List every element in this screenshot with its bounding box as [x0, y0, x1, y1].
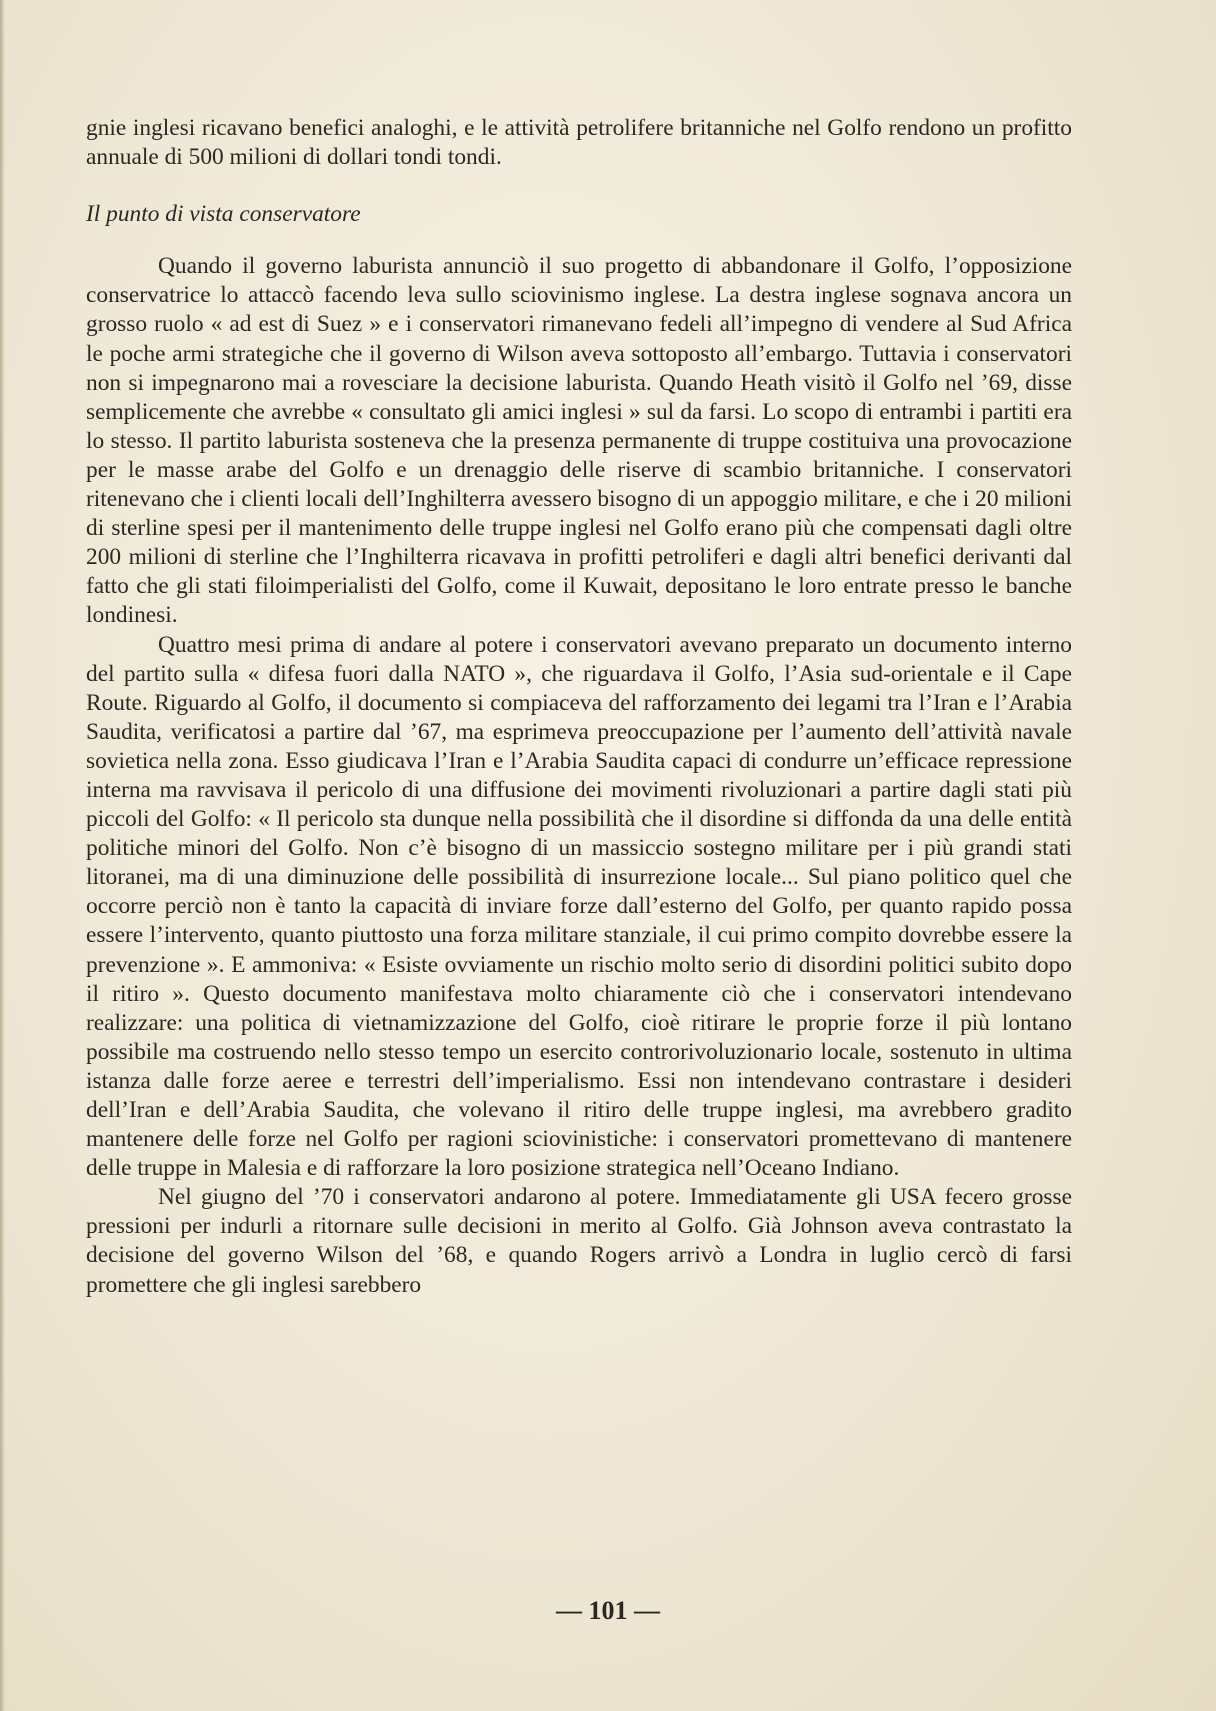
page-number: — 101 —	[556, 1596, 660, 1625]
paragraph: Quattro mesi prima di andare al potere i conservatori avevano preparato un documento interno del partito sulla « difesa fuori dalla NATO », che riguardava il Golfo, l’Asia sud-orientale e il Cape Route. Riguardo al Golfo, il documento si compiaceva del rafforzamento dei legami tra l’Iran e l’Arabia Saudita, verificatosi a partire dal ’67, ma esprimeva preoccupazione per l’aumento dell’attività navale sovietica nella zona. Esso giudicava l’Iran e l’Arabia Saudita capaci di condurre un’efficace repressione interna ma ravvisava il pericolo di una diffusione dei movimenti rivoluzionari a partire dagli stati più piccoli del Golfo: « Il pericolo sta dunque nella possibilità che il disordine si diffonda da una delle entità politiche minori del Golfo. Non c’è bisogno di un massiccio sostegno militare per i più grandi stati litoranei, ma di una diminuzione delle possibilità di insurrezione locale... Sul piano politico quel che occorre perciò non è tanto la capacità di inviare forze dall’esterno del Golfo, per quanto rapido possa essere l’intervento, quanto piuttosto una forza militare stanziale, il cui primo compito dovrebbe essere la prevenzione ». E ammoniva: « Esiste ovviamente un rischio molto serio di disordini politici subito dopo il ritiro ». Questo documento manifestava molto chiaramente ciò che i conservatori intendevano realizzare: una politica di vietnamizzazione del Golfo, cioè ritirare le proprie forze il più lontano possibile ma costruendo nello stesso tempo un esercito controrivoluzionario locale, sostenuto in ultima istanza dalle forze aeree e terrestri dell’imperialismo. Essi non intendevano contrastare i desideri dell’Iran e dell’Arabia Saudita, che volevano il ritiro delle truppe inglesi, ma avrebbero gradito mantenere delle forze nel Golfo per ragioni sciovinistiche: i conservatori promettevano di mantenere delle truppe in Malesia e di rafforzare la loro posizione strategica nell’Oceano Indiano.	[86, 631, 1072, 1182]
paragraph: Quando il governo laburista annunciò il suo progetto di abbandonare il Golfo, l’opposizione conservatrice lo attaccò facendo leva sullo sciovinismo inglese. La destra inglese sognava ancora un grosso ruolo « ad est di Suez » e i conservatori rimanevano fedeli all’impegno di vendere al Sud Africa le poche armi strategiche che il governo di Wilson aveva sottoposto all’embargo. Tuttavia i conservatori non si impegnarono mai a rovesciare la decisione laburista. Quando Heath visitò il Golfo nel ’69, disse semplicemente che avrebbe « consultato gli amici inglesi » sul da farsi. Lo scopo di entrambi i partiti era lo stesso. Il partito laburista sosteneva che la presenza permanente di truppe costituiva una provocazione per le masse arabe del Golfo e un drenaggio delle riserve di scambio britanniche. I conservatori ritenevano che i clienti locali dell’Inghilterra avessero bisogno di un appoggio militare, e che i 20 milioni di sterline spesi per il mantenimento delle truppe inglesi nel Golfo erano più che compensati dagli oltre 200 milioni di sterline che l’Inghilterra ricavava in profitti petroliferi e dagli altri benefici derivanti dal fatto che gli stati filoimperialisti del Golfo, come il Kuwait, depositano le loro entrate presso le banche londinesi.	[86, 253, 1072, 629]
page-edge-shadow	[0, 0, 5, 1711]
paragraph-continued: gnie inglesi ricavano benefici analoghi, e le attività petrolifere britanniche nel Golfo rendono un profitto annuale di 500 milioni di dollari tondi tondi.	[86, 115, 1072, 171]
paragraph: Nel giugno del ’70 i conservatori andarono al potere. Immediatamente gli USA fecero grosse pressioni per indurli a ritornare sulle decisioni in merito al Golfo. Già Johnson aveva contrastato la decisione del governo Wilson del ’68, e quando Rogers arrivò a Londra in luglio cercò di farsi promettere che gli inglesi sarebbero	[86, 1184, 1072, 1298]
body-text	[86, 114, 1072, 1300]
section-heading: Il punto di vista conservatore	[86, 201, 361, 228]
